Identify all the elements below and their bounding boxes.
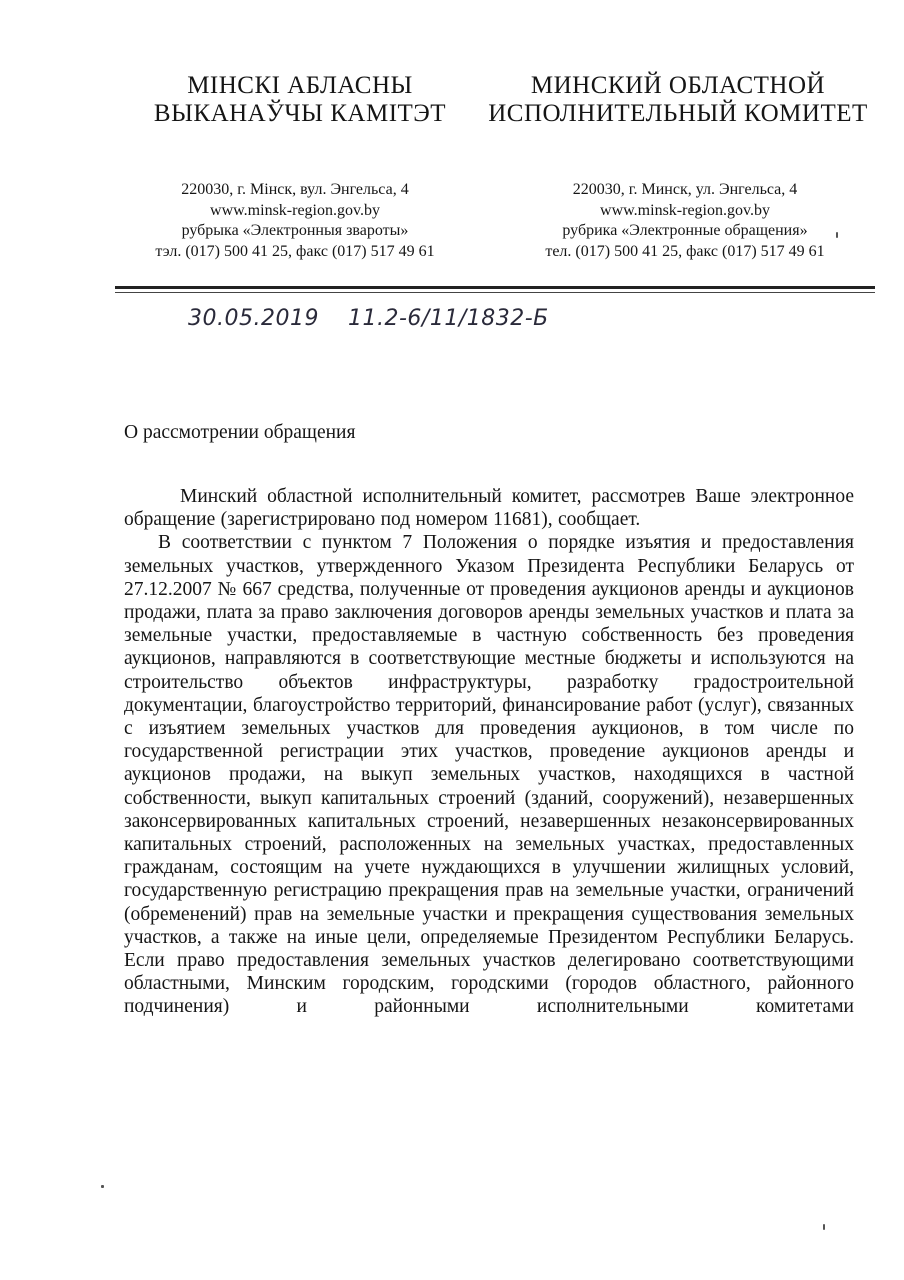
body-paragraph-1: Минский областной исполнительный комитет, рассмотрев Ваше электронное обращение (зарегистрировано под номером 11681), сообщает.	[124, 486, 854, 531]
body-paragraph-2: В соответствии с пунктом 7 Положения о порядке изъятия и предоставления земельных участков, утвержденного Указом Президента Республики Беларусь от 27.12.2007 № 667 средства, полученные от проведения аукционов аренды и аукционов продажи, плата за право заключения договоров аренды земельных участков и плата за земельные участки, предоставляемые в частную собственность без проведения аукционов, направляются в соответствующие местные бюджеты и используются на строительство объектов инфраструктуры, разработку градостроительной документации, благоустройство территорий, финансирование работ (услуг), связанных с изъятием земельных участков для проведения аукционов, в том числе по государственной регистрации этих участков, проведение аукционов аренды и аукционов продажи, на выкуп земельных участков, находящихся в частной собственности, выкуп капитальных строений (зданий, сооружений), незавершенных законсервированных капитальных строений, незавершенных незаконсервированных капитальных строений, расположенных на земельных участках, предоставленных гражданам, состоящим на учете нуждающихся в улучшении жилищных условий, государственную регистрацию прекращения прав на земельные участки, ограничений (обременений) прав на земельные участки и прекращения существования земельных участков, а также на иные цели, определяемые Президентом Республики Беларусь. Если право предоставления земельных участков делегировано соответствующими областными, Минским городским, городскими (городов областного, районного подчинения) и районными исполнительными комитетами	[124, 532, 854, 1018]
website: www.minsk-region.gov.by	[600, 201, 770, 219]
scan-speck	[101, 1185, 104, 1188]
contact-block-russian	[500, 180, 870, 262]
handwritten-reference-number: 11.2-6/11/1832-Б	[348, 306, 549, 331]
website: www.minsk-region.gov.by	[210, 201, 380, 219]
letter-body	[124, 485, 854, 1019]
letterhead-divider-thick	[115, 286, 875, 289]
scan-speck	[823, 1224, 825, 1230]
org-name-line-2: ИСПОЛНИТЕЛЬНЫЙ КОМИТЕТ	[488, 100, 868, 127]
postal-address: 220030, г. Минск, ул. Энгельса, 4	[572, 181, 798, 198]
phone-fax: тэл. (017) 500 41 25, факс (017) 517 49 61	[155, 242, 435, 260]
scan-speck	[836, 232, 838, 238]
handwritten-date: 30.05.2019	[188, 306, 319, 331]
phone-fax: тел. (017) 500 41 25, факс (017) 517 49 61	[545, 242, 825, 260]
letter-subject: О рассмотрении обращения	[124, 422, 356, 443]
postal-address: 220030, г. Мінск, вул. Энгельса, 4	[181, 181, 409, 198]
rubric: рубрика «Электронные обращения»	[562, 222, 808, 239]
org-name-line-2: ВЫКАНАЎЧЫ КАМІТЭТ	[153, 100, 447, 127]
contact-block-belarusian	[110, 180, 480, 262]
org-name-belarusian	[140, 72, 460, 128]
letterhead-divider-thin	[115, 292, 875, 293]
org-name-line-1: МИНСКИЙ ОБЛАСТНОЙ	[530, 72, 826, 99]
org-name-russian	[478, 72, 878, 128]
org-name-line-1: МІНСКІ АБЛАСНЫ	[187, 72, 413, 99]
rubric: рубрыка «Электронныя звароты»	[181, 222, 409, 239]
